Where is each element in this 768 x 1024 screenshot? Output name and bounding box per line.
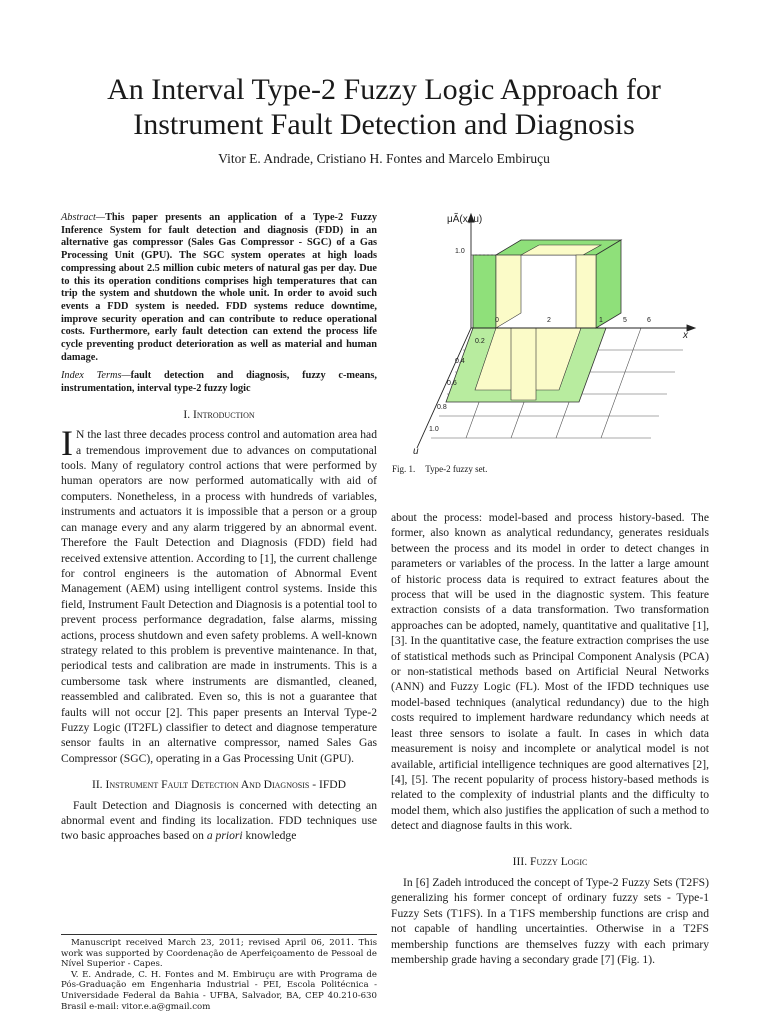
figure-caption [392,464,487,474]
u-tick-label: 0.8 [437,404,447,411]
figure-caption-text: Type-2 fuzzy set. [425,464,488,474]
z-tick-label: 1.0 [455,248,465,255]
ifdd-continued-paragraph: about the process: model-based and process history-based. The former, also known as analytical redundancy, generates residuals between the process and its model in order to detect changes in parameters or variables of the process. In the latter a large amount of historic process data is required to extract features about the process that will be used in the diagnostic system. This feature extraction consists of a data transformation. Two transformation approaches can be adopted, namely, quantitative and qualitative [1], [3]. In the quantitative case, the feature extraction comprises the use of statistical methods such as Principal Component Analysis (PCA) or non-statistical methods based on Artificial Neural Networks (ANN) and Fuzzy Logic (FL). Most of the IFDD techniques use model-based techniques (analytical redundancy) due to the high costs required to implement hardware redundancy which needs at least three sensors to isolate a fault. In cases in which data measurement is noisy and incomplete or analytical model is not available, artificial intelligence techniques are good alternatives [2], [4], [5]. The recent popularity of process history-based methods is related to the complexity of industrial plants and the difficulty to model them, which also justifies the application of such a method to detect and diagnose faults in this work. [391,511,709,833]
introduction-text: N the last three decades process control and automation area had a tremendous improvement due to advances on computational tools. Many of regulatory control actions that were performed by human operators are now performed automatically with aid of computers. Nonetheless, in a process with hundreds of variables, instruments and actuators it is impossible that a person or a group can manage every and any alarm triggered by an abnormal event. Therefore the Fault Detection and Diagnosis (FDD) field had received extensive attention. According to [1], the current challenge for control engineers is the automation of Abnormal Event Management (AEM) using intelligent control systems. Inside this field, Instrument Fault Detection and Diagnosis is a potential tool to prevent process performance degradation, false alarms, missing actions, process shutdown and even safety problems. A well-known strategy related to this problem is preventive maintenance. In that, periodical tests and calibration are made in instruments. This is a cumbersome task where instruments are dismantled, cleaned, reassembled and calibrated. Even so, this is not a guarantee that faults will not occur [2]. This paper presents an Interval Type-2 Fuzzy Logic (IT2FL) classifier to detect and diagnose temperature sensor faults in an alternative compressor, named Sales Gas Compressor (SGC), operating in a Gas Processing Unit (GPU). [61,428,377,765]
footnote [61,934,377,1012]
section-heading-introduction: I. Introduction [183,407,255,421]
index-terms-text: fault detection and diagnosis, fuzzy c-means, instrumentation, interval type-2 fuzzy logic [61,370,377,395]
axis-x-label: x [683,330,688,341]
x-tick-label: 0 [495,317,499,324]
drop-cap: I [61,423,73,464]
figure-caption-label: Fig. 1. [392,464,416,474]
inner-slab [511,328,536,400]
paper-authors: Vitor E. Andrade, Cristiano H. Fontes and Marcelo Embiruçu [218,151,550,166]
grid-line [601,328,641,438]
section-heading-ifdd: II. Instrument Fault Detection And Diagnosis - IFDD [91,778,347,792]
left-column [61,212,377,844]
figure-type2-fuzzy-set [391,200,709,460]
wall-left [473,255,496,328]
x-tick-label: 2 [547,317,551,324]
footnote-affiliation: V. E. Andrade, C. H. Fontes and M. Embiruçu are with Programa de Pós-Graduação em Engenharia Industrial - PEI, Escola Politécnica - Universidade Federal da Bahia - UFBA, Salvador, BA, CEP 40.210-630 Brasil e-mail: vitor.e.a@gmail.com [61,969,377,1012]
section-heading-fuzzy-logic: III. Fuzzy Logic [512,854,588,868]
ifdd-text-italic: a priori [206,829,243,843]
index-terms [61,370,377,395]
u-tick-label: 0.2 [475,338,485,345]
footnote-manuscript: Manuscript received March 23, 2011; revised April 06, 2011. This work was supported by Coordenação de Aperfeiçoamento de Pessoal de Nível Superior - Capes. [61,938,377,970]
wall-right [596,240,621,328]
x-axis-arrow [687,325,695,331]
introduction-paragraph [61,423,377,766]
x-tick-label: 6 [647,317,651,324]
u-tick-label: 0.4 [455,358,465,365]
right-column [391,510,709,967]
u-tick-label: 1.0 [429,426,439,433]
fuzzy-logic-paragraph: In [6] Zadeh introduced the concept of Type-2 Fuzzy Sets (T2FS) generalizing his former concept of ordinary fuzzy sets - Type-1 Fuzzy Sets (T1FS). In a T1FS membership functions are crisp and not capable of handling uncertainties. Otherwise in a T2FS membership functions are themselves fuzzy with each primary membership grade having a secondary grade [7] (Fig. 1). [391,875,709,966]
ifdd-text-end: knowledge [242,829,297,843]
x-tick-label: 5 [623,317,627,324]
figure-svg [391,200,709,460]
abstract [61,212,377,364]
ifdd-paragraph [61,798,377,844]
paper-title: An Interval Type-2 Fuzzy Logic Approach for Instrument Fault Detection and Diagnosis [107,73,661,141]
ifdd-text-start: Fault Detection and Diagnosis is concerned with detecting an abnormal event and finding its localization. FDD techniques use two basic approaches based on [61,798,377,843]
abstract-lead: Abstract— [61,212,106,223]
abstract-text: This paper presents an application of a Type-2 Fuzzy Inference System for fault detection and diagnosis (FDD) in an alternative gas compressor (Sales Gas Compressor - SGC) of a Gas Processing Unit (GPU). The SGC system operates at high loads compressing about 2.5 million cubic meters of natural gas per day. Due to this its operation conditions comprises high temperatures that can trip the system and shutdown the whole unit. In order to avoid such events a FDD system is needed. FDD systems reduce downtime, improve security operation and can contribute to reduce operational costs. Furthermore, early fault detection can extend the process life cycle preventing product deterioration as well as material and human damage. [61,212,377,363]
x-tick-label: 1 [599,317,603,324]
wall-right-inner [576,255,596,328]
axis-z-label: μÃ(x, u) [447,214,483,225]
axis-u-label: u [413,446,419,457]
index-terms-lead: Index Terms— [61,370,131,382]
u-tick-label: 0.6 [447,380,457,387]
